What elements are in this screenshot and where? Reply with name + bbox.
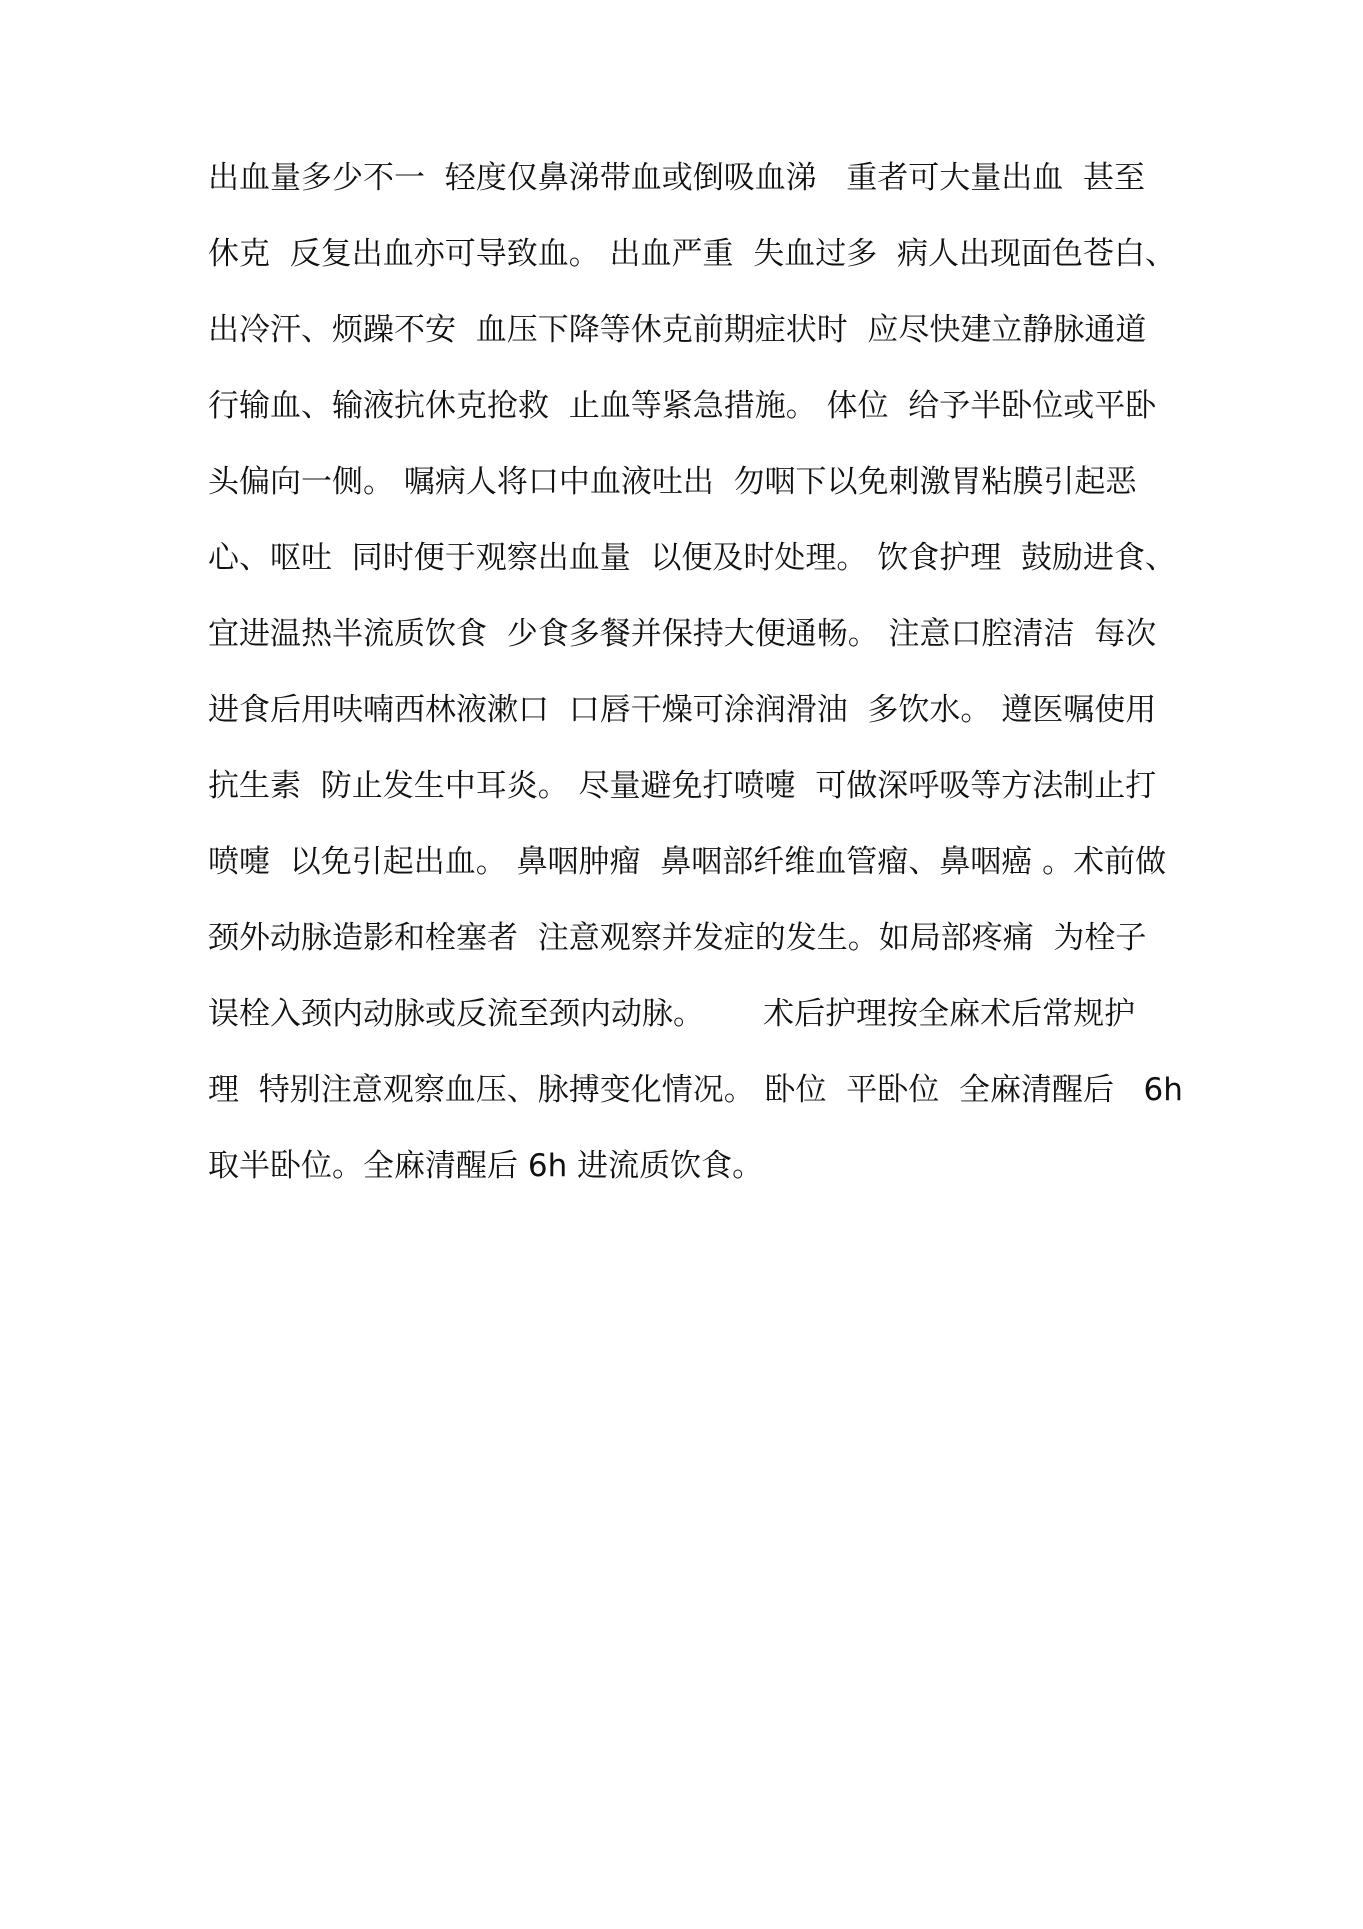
- text-line: 理 特别注意观察血压、脉搏变化情况。 卧位 平卧位 全麻清醒后 6h: [208, 1072, 1183, 1108]
- text-line: 出血量多少不一 轻度仅鼻涕带血或倒吸血涕 重者可大量出血 甚至: [208, 160, 1145, 196]
- text-line: 进食后用呋喃西林液漱口 口唇干燥可涂润滑油 多饮水。 遵医嘱使用: [208, 692, 1157, 728]
- text-line: 行输血、输液抗休克抢救 止血等紧急措施。 体位 给予半卧位或平卧: [208, 388, 1157, 424]
- text-line: 心、呕吐 同时便于观察出血量 以便及时处理。 饮食护理 鼓励进食、: [208, 540, 1176, 576]
- text-line: 宜进温热半流质饮食 少食多餐并保持大便通畅。 注意口腔清洁 每次: [208, 616, 1157, 652]
- text-line: 误栓入颈内动脉或反流至颈内动脉。 术后护理按全麻术后常规护: [208, 996, 1136, 1032]
- text-line: 头偏向一侧。 嘱病人将口中血液吐出 勿咽下以免刺激胃粘膜引起恶: [208, 464, 1137, 500]
- text-line: 喷嚏 以免引起出血。 鼻咽肿瘤 鼻咽部纤维血管瘤、鼻咽癌 。术前做: [208, 844, 1167, 880]
- text-line: 休克 反复出血亦可导致血。 出血严重 失血过多 病人出现面色苍白、: [208, 236, 1176, 272]
- text-line: 取半卧位。全麻清醒后 6h 进流质饮食。: [208, 1148, 764, 1184]
- text-line: 出冷汗、烦躁不安 血压下降等休克前期症状时 应尽快建立静脉通道: [208, 312, 1147, 348]
- text-line: 抗生素 防止发生中耳炎。 尽量避免打喷嚏 可做深呼吸等方法制止打: [208, 768, 1157, 804]
- text-line: 颈外动脉造影和栓塞者 注意观察并发症的发生。如局部疼痛 为栓子: [208, 920, 1147, 956]
- body-paragraph: [208, 140, 1188, 1204]
